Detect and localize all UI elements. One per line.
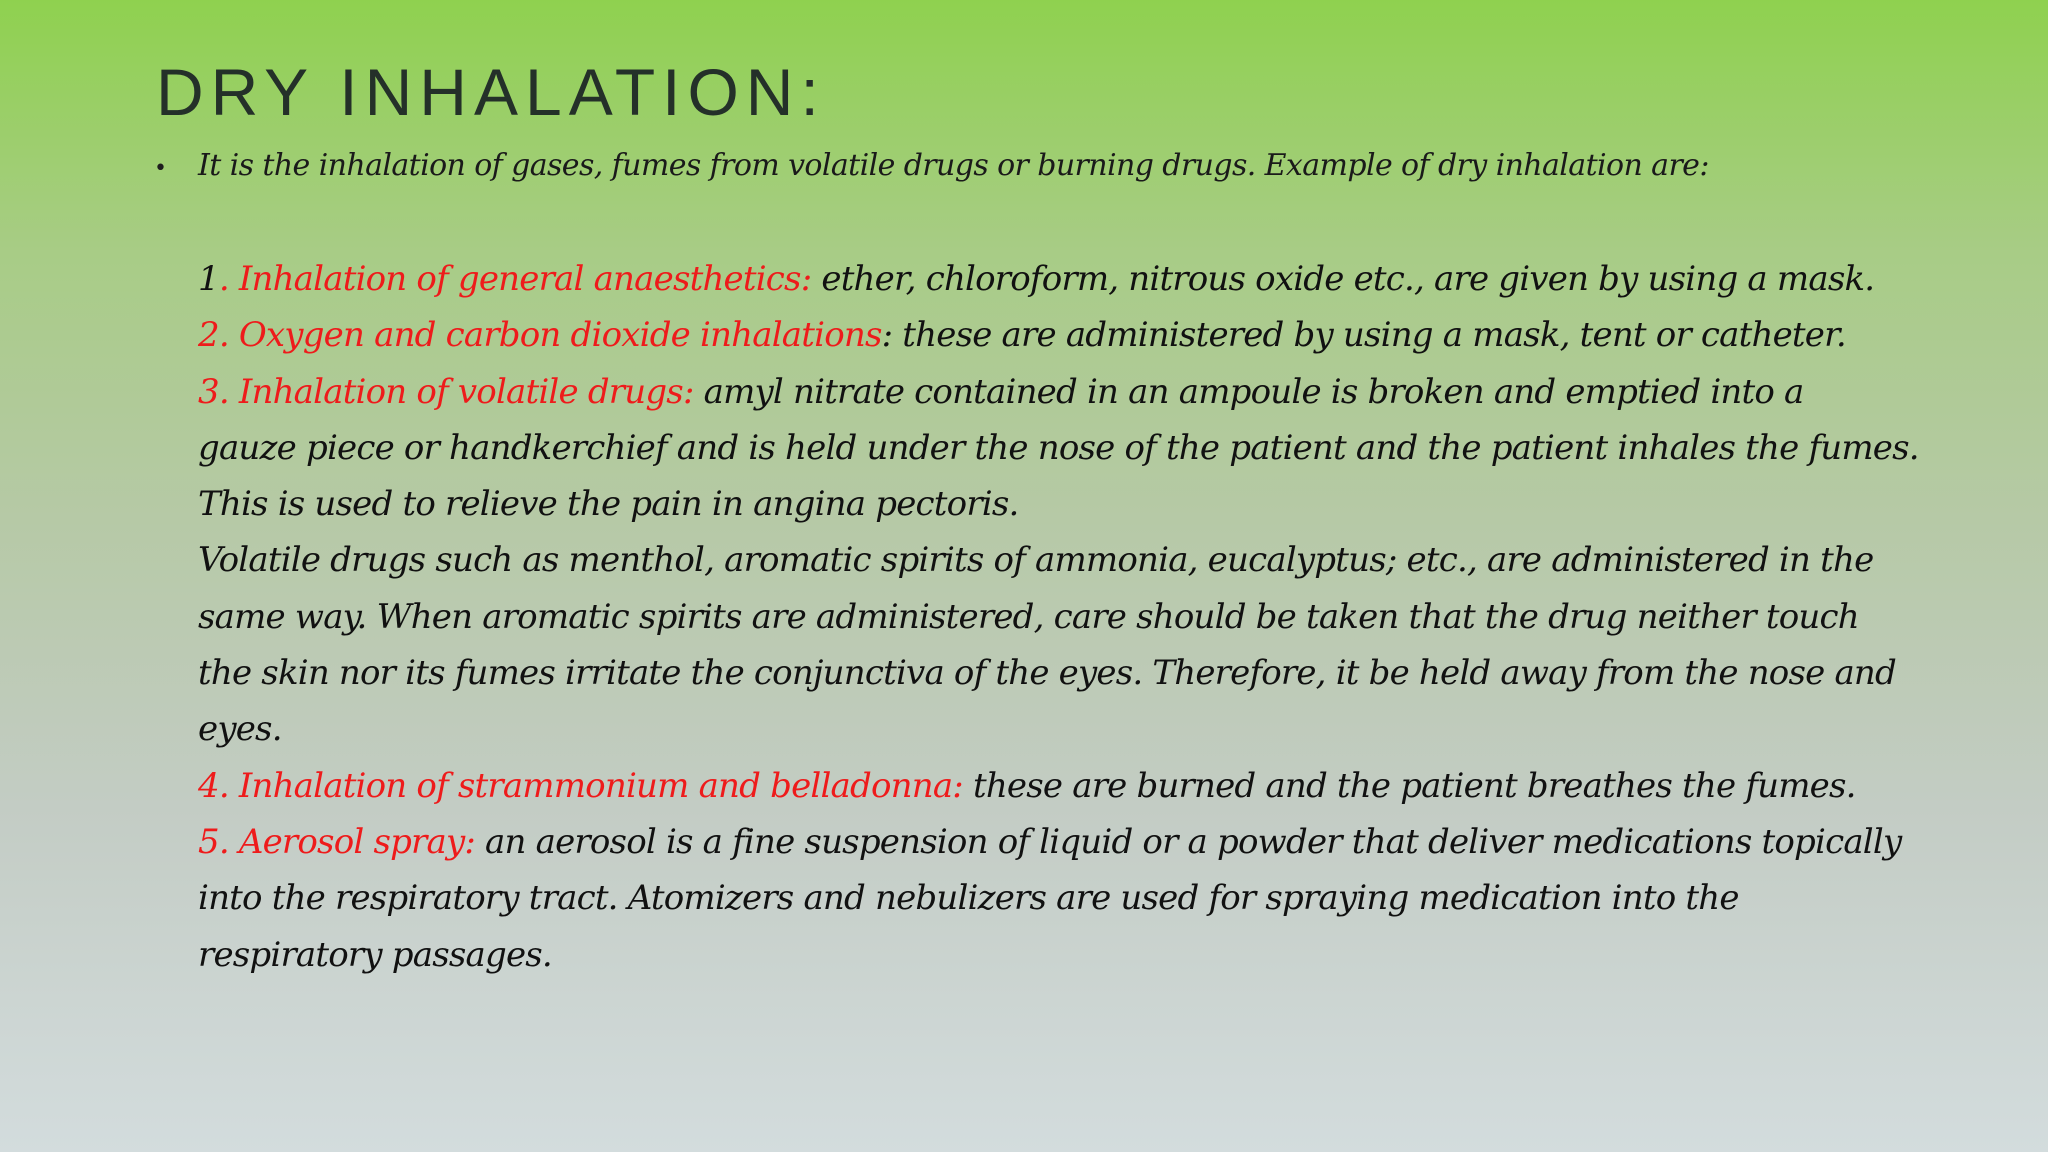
item-3-text-line-3: This is used to relieve the pain in angina pectoris. — [198, 484, 1019, 525]
item-1-text: ether, chloroform, nitrous oxide etc., are given by using a mask. — [811, 259, 1875, 299]
item-1-label: . Inhalation of general anaesthetics: — [218, 259, 812, 299]
item-3-text-line-6: the skin nor its fumes irritate the conjunctiva of the eyes. Therefore, it be held away from the nose and — [198, 653, 1896, 694]
item-5-text-line-1: an aerosol is a fine suspension of liquid or a powder that deliver medications topically — [475, 821, 1902, 862]
item-3 — [198, 364, 1998, 420]
inhalation-list — [198, 251, 1998, 983]
item-3-text-line-1: amyl nitrate contained in an ampoule is broken and emptied into a — [693, 371, 1804, 412]
item-5 — [198, 814, 1998, 870]
item-4 — [198, 758, 1998, 814]
slide-title: DRY INHALATION: — [156, 55, 826, 129]
item-3-text-line-2: gauze piece or handkerchief and is held under the nose of the patient and the patient inhales the fumes. — [198, 427, 1919, 468]
item-1-number: 1 — [198, 259, 219, 299]
item-3-text-line-4: Volatile drugs such as menthol, aromatic spirits of ammonia, eucalyptus; etc., are administered in the — [198, 540, 1874, 581]
item-5-text-line-2: into the respiratory tract. Atomizers and nebulizers are used for spraying medication into the — [198, 878, 1739, 919]
bullet-dot-icon: • — [154, 156, 167, 181]
intro-text: It is the inhalation of gases, fumes from volatile drugs or burning drugs. Example of dry inhalation are: — [198, 148, 1709, 183]
item-4-label: 4. Inhalation of strammonium and belladonna: — [198, 765, 963, 806]
item-3-label: 3. Inhalation of volatile drugs: — [198, 371, 694, 412]
item-4-text: these are burned and the patient breathes the fumes. — [962, 765, 1856, 806]
item-2 — [198, 307, 1998, 363]
item-2-text: : these are administered by using a mask, tent or catheter. — [881, 315, 1846, 356]
item-1 — [198, 251, 1998, 307]
item-3-text-line-5: same way. When aromatic spirits are administered, care should be taken that the drug neither touch — [198, 596, 1859, 637]
item-3-text-line-7: eyes. — [198, 709, 282, 750]
item-2-label: 2. Oxygen and carbon dioxide inhalations — [198, 315, 882, 356]
item-5-label: 5. Aerosol spray: — [198, 821, 476, 862]
item-5-text-line-3: respiratory passages. — [198, 934, 552, 975]
intro-bullet — [154, 148, 2004, 183]
